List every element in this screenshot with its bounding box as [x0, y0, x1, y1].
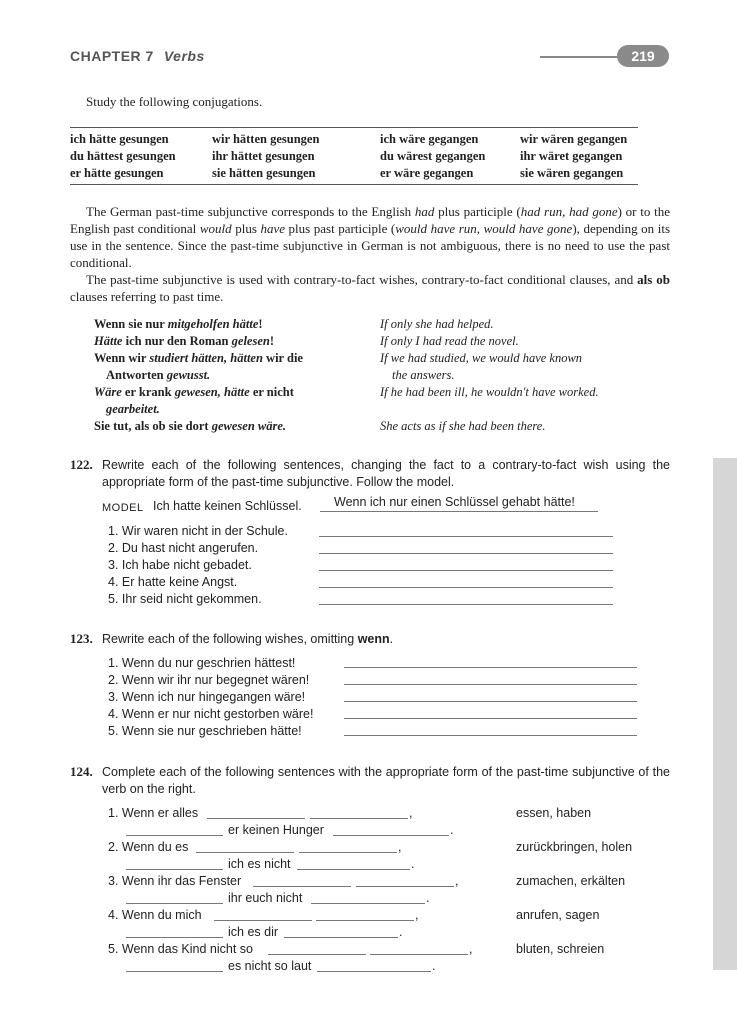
- period: .: [426, 891, 430, 905]
- model-label: MODEL: [102, 502, 144, 514]
- chapter-subtitle: Verbs: [163, 48, 205, 64]
- ex123-item-1: 1. Wenn du nur geschrien hättest!: [108, 656, 296, 670]
- page-number: 219: [617, 45, 669, 67]
- conj-cell: ihr wäret gegangen: [520, 149, 623, 163]
- comma: ,: [415, 908, 419, 922]
- ex122-item-4: 4. Er hatte keine Angst.: [108, 575, 238, 589]
- intro-text: Study the following conjugations.: [86, 94, 263, 109]
- ex124-item-3-line1: 3. Wenn ihr das Fenster: [108, 874, 242, 888]
- conj-cell: sie wären gegangen: [520, 166, 624, 180]
- ex124-item-4-line1: 4. Wenn du mich: [108, 908, 202, 922]
- example-de-3: Wenn wir studiert hätten, hätten wir die Antworten gewusst.: [94, 351, 303, 382]
- answer-blank[interactable]: [214, 920, 312, 921]
- period: .: [399, 925, 403, 939]
- answer-blank[interactable]: [311, 903, 425, 904]
- period: .: [411, 857, 415, 871]
- paragraph-2: The past-time subjunctive is used with contrary-to-fact wishes, contrary-to-fact conditional clauses, and als ob clauses referring to past time.: [70, 272, 670, 304]
- answer-blank[interactable]: [299, 852, 397, 853]
- answer-blank[interactable]: [126, 869, 223, 870]
- answer-blank[interactable]: [310, 818, 408, 819]
- conj-col-2: [212, 131, 319, 182]
- comma: ,: [455, 874, 459, 888]
- ex124-item-1-line1: 1. Wenn er alles: [108, 806, 199, 820]
- answer-blank[interactable]: [344, 718, 637, 719]
- conj-cell: ich hätte gesungen: [70, 132, 169, 146]
- conj-cell: du wärest gegangen: [380, 149, 486, 163]
- conj-cell: wir hätten gesungen: [212, 132, 320, 146]
- conj-cell: er wäre gegangen: [380, 166, 474, 180]
- ex122-item-1: 1. Wir waren nicht in der Schule.: [108, 524, 288, 538]
- chapter-heading: [70, 48, 205, 64]
- exercise-123-number: 123.: [70, 631, 93, 646]
- answer-blank[interactable]: [319, 570, 613, 571]
- ex124-item-3-line2: ihr euch nicht: [228, 891, 303, 905]
- ex124-item-5-line1: 5. Wenn das Kind nicht so: [108, 942, 253, 956]
- answer-blank[interactable]: [126, 937, 223, 938]
- answer-blank[interactable]: [126, 903, 223, 904]
- example-en-5: She acts as if she had been there.: [380, 419, 546, 433]
- example-en-3: If we had studied, we would have known the answers.: [380, 351, 583, 382]
- exercise-122-number: 122.: [70, 457, 93, 472]
- conj-cell: du hättest gesungen: [70, 149, 176, 163]
- answer-blank[interactable]: [207, 818, 305, 819]
- conj-col-4: [520, 131, 627, 182]
- comma: ,: [469, 942, 473, 956]
- answer-blank[interactable]: [344, 667, 637, 668]
- answer-blank[interactable]: [126, 835, 223, 836]
- ex124-item-1-verbs: essen, haben: [516, 806, 592, 820]
- ex124-item-2-line2: ich es nicht: [228, 857, 291, 871]
- paragraph-1: The German past-time subjunctive corresponds to the English had plus participle (had run, had gone) or to the English past conditional would plus have plus past participle (would have run, would have gone), depending on its use in the sentence. Since the past-time subjunctive in German is not ambiguous, there is no need to use the past conditional.: [70, 204, 671, 270]
- conj-cell: wir wären gegangen: [520, 132, 628, 146]
- answer-blank[interactable]: [333, 835, 449, 836]
- page-edge-tab: [713, 458, 737, 970]
- ex122-item-5: 5. Ihr seid nicht gekommen.: [108, 592, 262, 606]
- ex123-item-2: 2. Wenn wir ihr nur begegnet wären!: [108, 673, 310, 687]
- ex124-item-5-line2: es nicht so laut: [228, 959, 312, 973]
- answer-blank[interactable]: [344, 701, 637, 702]
- answer-blank[interactable]: [253, 886, 351, 887]
- model-prompt: Ich hatte keinen Schlüssel.: [153, 499, 302, 513]
- example-en-2: If only I had read the novel.: [380, 334, 519, 348]
- answer-blank[interactable]: [317, 971, 431, 972]
- example-en-1: If only she had helped.: [380, 317, 494, 331]
- conj-cell: sie hätten gesungen: [212, 166, 316, 180]
- exercise-124-instruction: Complete each of the following sentences with the appropriate form of the past-time subjunctive of the verb on the right.: [102, 765, 670, 796]
- ex124-item-4-line2: ich es dir: [228, 925, 279, 939]
- table-top-rule: [70, 127, 638, 128]
- ex124-item-5-verbs: bluten, schreien: [516, 942, 605, 956]
- answer-blank[interactable]: [344, 684, 637, 685]
- ex123-item-4: 4. Wenn er nur nicht gestorben wäre!: [108, 707, 314, 721]
- table-bottom-rule: [70, 184, 638, 185]
- conj-cell: ihr hättet gesungen: [212, 149, 315, 163]
- answer-blank[interactable]: [316, 920, 414, 921]
- conj-col-3: [380, 131, 485, 182]
- conj-cell: er hätte gesungen: [70, 166, 164, 180]
- ex124-item-3-verbs: zumachen, erkälten: [516, 874, 626, 888]
- model-answer-line: [320, 511, 598, 512]
- ex123-item-3: 3. Wenn ich nur hingegangen wäre!: [108, 690, 306, 704]
- chapter-label: CHAPTER 7: [70, 48, 154, 64]
- answer-blank[interactable]: [344, 735, 637, 736]
- ex122-item-2: 2. Du hast nicht angerufen.: [108, 541, 259, 555]
- example-de-2: Hätte ich nur den Roman gelesen!: [94, 334, 274, 348]
- conj-cell: ich wäre gegangen: [380, 132, 479, 146]
- answer-blank[interactable]: [126, 971, 223, 972]
- ex124-item-2-verbs: zurückbringen, holen: [516, 840, 633, 854]
- ex122-item-3: 3. Ich habe nicht gebadet.: [108, 558, 252, 572]
- exercise-122-instruction: Rewrite each of the following sentences, changing the fact to a contrary-to-fact wish using the appropriate form of the past-time subjunctive. Follow the model.: [102, 458, 670, 489]
- ex123-item-5: 5. Wenn sie nur geschrieben hätte!: [108, 724, 302, 738]
- answer-blank[interactable]: [370, 954, 468, 955]
- answer-blank[interactable]: [319, 587, 613, 588]
- ex124-item-2-line1: 2. Wenn du es: [108, 840, 189, 854]
- comma: ,: [398, 840, 402, 854]
- ex124-item-1-line2: er keinen Hunger: [228, 823, 324, 837]
- answer-blank[interactable]: [356, 886, 454, 887]
- exercise-124-number: 124.: [70, 764, 93, 779]
- answer-blank[interactable]: [284, 937, 398, 938]
- ex124-item-4-verbs: anrufen, sagen: [516, 908, 600, 922]
- comma: ,: [409, 806, 413, 820]
- period: .: [432, 959, 436, 973]
- example-en-4: If he had been ill, he wouldn't have worked.: [380, 385, 599, 399]
- answer-blank[interactable]: [196, 852, 294, 853]
- answer-blank[interactable]: [319, 536, 613, 537]
- answer-blank[interactable]: [319, 604, 613, 605]
- example-de-5: Sie tut, als ob sie dort gewesen wäre.: [94, 419, 287, 433]
- answer-blank[interactable]: [297, 869, 410, 870]
- example-de-4: Wäre er krank gewesen, hätte er nicht gearbeitet.: [94, 385, 294, 416]
- answer-blank[interactable]: [319, 553, 613, 554]
- example-de-1: Wenn sie nur mitgeholfen hätte!: [94, 317, 263, 331]
- exercise-123-instruction: Rewrite each of the following wishes, omitting wenn.: [102, 632, 394, 646]
- answer-blank[interactable]: [268, 954, 366, 955]
- conj-col-1: [70, 131, 176, 182]
- model-answer: Wenn ich nur einen Schlüssel gehabt hätte!: [334, 495, 575, 509]
- period: .: [450, 823, 454, 837]
